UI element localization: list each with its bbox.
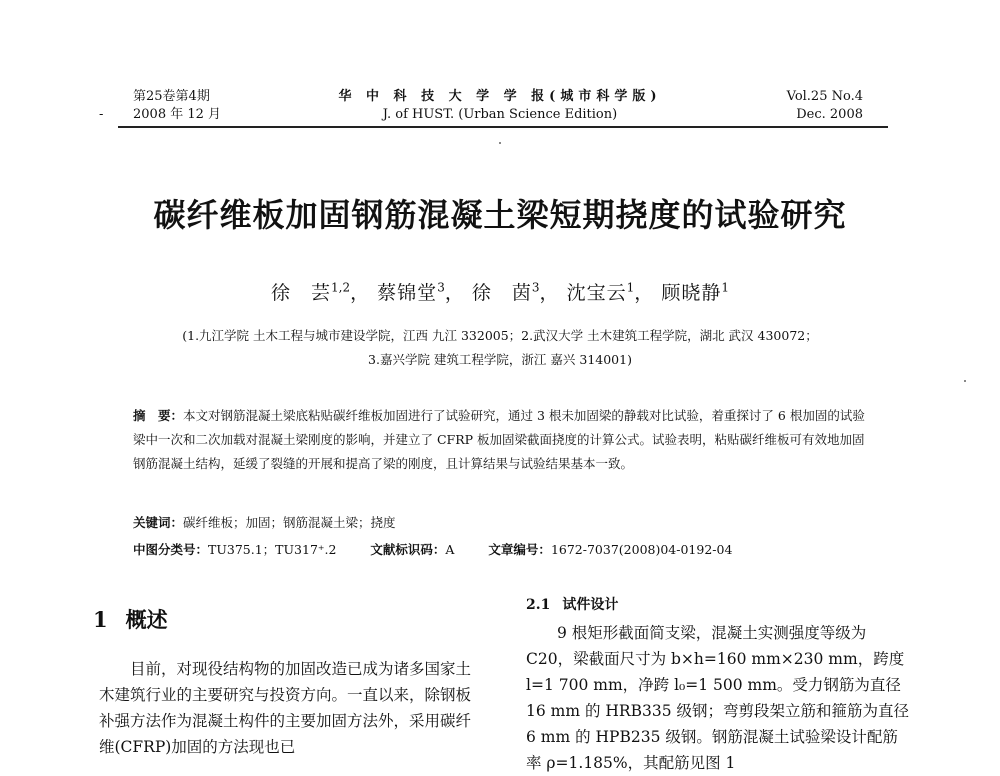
journal-name-en: J. of HUST. (Urban Science Edition) bbox=[382, 107, 618, 122]
author-name: 徐 芸 bbox=[271, 282, 332, 304]
subsection-number: 2.1 bbox=[526, 597, 551, 613]
author-name: 蔡锦堂 bbox=[377, 282, 438, 304]
journal-volume-issue bbox=[133, 88, 221, 124]
affiliations bbox=[80, 324, 920, 372]
section-number: 1 bbox=[93, 607, 108, 632]
body-paragraph bbox=[99, 656, 480, 760]
author-list bbox=[0, 278, 1000, 305]
paragraph-text: 目前，对现役结构物的加固改造已成为诸多国家土木建筑行业的主要研究与投资方向。一直以来，除钢板补强方法作为混凝土构件的主要加固方法外，采用碳纤维(CFRP)加固的方法现也已 bbox=[99, 660, 472, 756]
body-paragraph bbox=[526, 620, 912, 776]
author-affil-sup: 1 bbox=[721, 280, 729, 295]
article-number-label: 文章编号： bbox=[488, 542, 551, 557]
journal-volume-en bbox=[787, 88, 863, 124]
affiliation-line: (1.九江学院 土木工程与城市建设学院，江西 九江 332005；2.武汉大学 土木建筑工程学院，湖北 武汉 430072； bbox=[182, 328, 818, 343]
date-en-label: Dec. 2008 bbox=[796, 107, 863, 122]
journal-name-cn: 华 中 科 技 大 学 学 报(城市科学版) bbox=[338, 89, 662, 104]
volume-issue-label: 第25卷第4期 bbox=[133, 89, 210, 104]
margin-dash: - bbox=[99, 107, 104, 122]
keywords bbox=[133, 513, 396, 531]
speck bbox=[499, 142, 501, 144]
keywords-text: 碳纤维板；加固；钢筋混凝土梁；挠度 bbox=[183, 515, 396, 530]
classification-line bbox=[133, 540, 732, 558]
author-affil-sup: 1,2 bbox=[331, 280, 351, 295]
author-separator: ， bbox=[444, 282, 465, 304]
issue-date-label: 2008 年 12 月 bbox=[133, 107, 222, 122]
author-name: 徐 茵 bbox=[471, 282, 532, 304]
author-affil-sup: 1 bbox=[626, 280, 635, 295]
author-name: 顾晓静 bbox=[661, 282, 722, 304]
volume-en-label: Vol.25 No.4 bbox=[786, 89, 863, 104]
doc-code-value: A bbox=[445, 542, 455, 557]
header-rule bbox=[118, 126, 888, 128]
speck bbox=[964, 380, 966, 382]
subsection-title: 试件设计 bbox=[562, 597, 619, 613]
clc-label: 中图分类号： bbox=[133, 542, 209, 557]
paragraph-text: 9 根矩形截面简支梁，混凝土实测强度等级为 C20，梁截面尺寸为 b×h=160 mm×230 mm，跨度 l=1 700 mm，净跨 l₀=1 500 mm。受力钢筋为直径 16 mm 的 HRB335 级钢；弯剪段架立筋和箍筋为直径 6 mm 的 HPB235 级钢。钢筋混凝土试验梁设计配筋率 ρ=1.185%，其配筋见图 1 bbox=[526, 624, 909, 772]
abstract-label: 摘 要： bbox=[133, 408, 184, 423]
section-title: 概述 bbox=[125, 607, 168, 632]
author-name: 沈宝云 bbox=[566, 282, 627, 304]
author-separator: ， bbox=[539, 282, 560, 304]
journal-name bbox=[290, 88, 710, 124]
abstract bbox=[133, 404, 868, 476]
author-separator: ， bbox=[634, 282, 655, 304]
section-heading bbox=[93, 604, 168, 634]
author-separator: ， bbox=[350, 282, 371, 304]
paper-title: 碳纤维板加固钢筋混凝土梁短期挠度的试验研究 bbox=[153, 196, 847, 234]
keywords-label: 关键词： bbox=[133, 515, 184, 530]
abstract-text: 本文对钢筋混凝土梁底粘贴碳纤维板加固进行了试验研究，通过 3 根未加固梁的静载对比试验，着重探讨了 6 根加固的试验梁中一次和二次加载对混凝土梁刚度的影响，并建立了 CFRP 板加固梁截面挠度的计算公式。试验表明，粘贴碳纤维板可有效地加固钢筋混凝土结构，延缓了裂缝的开展和提高了梁的刚度，且计算结果与试验结果基本一致。 bbox=[133, 408, 865, 471]
author-affil-sup: 3 bbox=[437, 280, 445, 295]
author-affil-sup: 3 bbox=[531, 280, 540, 295]
doc-code-label: 文献标识码： bbox=[370, 542, 446, 557]
subsection-heading bbox=[526, 594, 618, 614]
clc-value: TU375.1；TU317⁺.2 bbox=[208, 542, 337, 557]
affiliation-line: 3.嘉兴学院 建筑工程学院，浙江 嘉兴 314001) bbox=[368, 352, 632, 367]
article-number-value: 1672-7037(2008)04-0192-04 bbox=[550, 542, 733, 557]
